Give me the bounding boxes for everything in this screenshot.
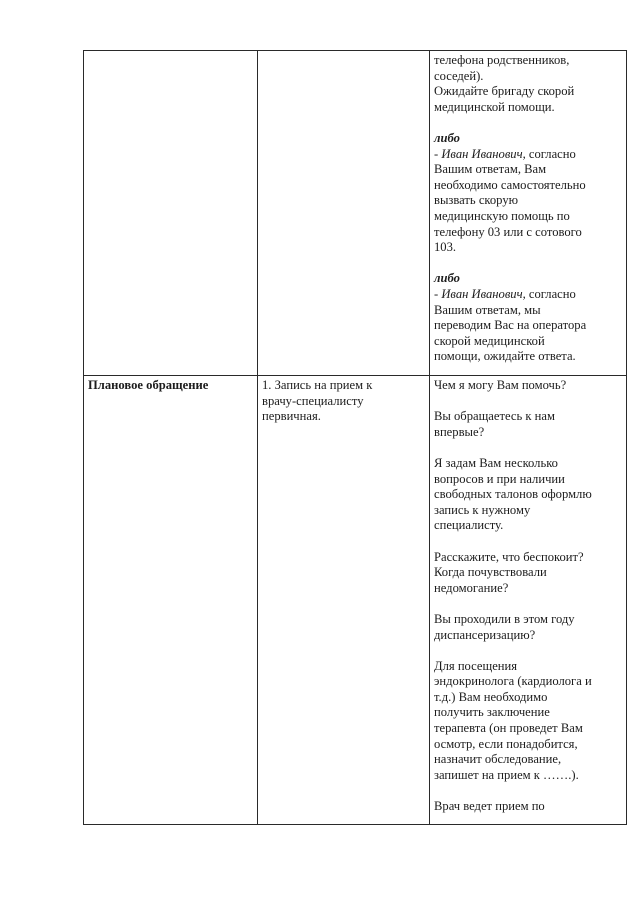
text-line — [434, 147, 622, 163]
alternative-label: либо — [434, 271, 460, 286]
text-line: необходимо самостоятельно — [434, 177, 586, 192]
text-line: первичная. — [262, 409, 321, 424]
text-line: получить заключение — [434, 705, 550, 720]
text-line: Для посещения — [434, 658, 518, 673]
text-line: назначит обследование, — [434, 752, 562, 767]
text-line: телефону 03 или с сотового — [434, 224, 582, 239]
script-paragraph — [434, 612, 622, 643]
text-line: вопросов и при наличии — [434, 471, 565, 486]
text-line: Расскажите, что беспокоит? — [434, 549, 584, 564]
text-line: Я задам Вам несколько — [434, 455, 558, 470]
text-line: Чем я могу Вам помочь? — [434, 378, 567, 392]
text-line: Вы проходили в этом году — [434, 611, 575, 626]
text-line: соседей). — [434, 68, 484, 83]
scenario-table — [83, 50, 627, 825]
text-fragment: согласно — [525, 286, 576, 301]
text-line: Вашим ответам, Вам — [434, 162, 547, 177]
script-paragraph — [434, 799, 622, 815]
text-line: скорой медицинской — [434, 333, 545, 348]
script-paragraph — [434, 456, 622, 534]
text-line: врачу-специалисту — [262, 393, 364, 408]
text-line: помощи, ожидайте ответа. — [434, 349, 576, 364]
text-line: телефона родственников, — [434, 53, 570, 67]
text-line: терапевта (он проведет Вам — [434, 721, 583, 736]
subcategory-cell — [258, 376, 430, 825]
alternative-label: либо — [434, 130, 460, 145]
text-line: вызвать скорую — [434, 193, 519, 208]
text-line — [434, 287, 622, 303]
text-line: диспансеризацию? — [434, 627, 536, 642]
text-line: 103. — [434, 240, 457, 255]
script-paragraph — [434, 659, 622, 784]
text-line: медицинскую помощь по — [434, 208, 570, 223]
text-line: Врач ведет прием по — [434, 799, 545, 814]
text-line: запишет на прием к …….). — [434, 767, 579, 782]
text-line: Когда почувствовали — [434, 565, 547, 580]
script-paragraph — [434, 409, 622, 440]
text-line: осмотр, если понадобится, — [434, 736, 578, 751]
patient-name: - Иван Иванович, — [434, 286, 526, 301]
text-line: медицинской помощи. — [434, 99, 555, 114]
text-line: запись к нужному — [434, 502, 531, 517]
text-line: впервые? — [434, 424, 485, 439]
text-line: Ожидайте бригаду скорой — [434, 84, 575, 99]
table-row — [84, 376, 627, 825]
subcategory-cell-empty — [258, 51, 430, 376]
text-line: свободных талонов оформлю — [434, 487, 592, 502]
script-paragraph — [434, 550, 622, 597]
table-row — [84, 51, 627, 376]
alternative-block-1 — [434, 131, 622, 256]
category-cell-empty — [84, 51, 258, 376]
text-line: 1. Запись на прием к — [262, 378, 373, 392]
text-line: эндокринолога (кардиолога и — [434, 674, 592, 689]
text-line: Вашим ответам, мы — [434, 302, 541, 317]
script-cell — [430, 51, 627, 376]
patient-name: - Иван Иванович, — [434, 146, 526, 161]
text-line: недомогание? — [434, 580, 509, 595]
text-line: переводим Вас на оператора — [434, 318, 587, 333]
alternative-block-2 — [434, 271, 622, 365]
text-line: Вы обращаетесь к нам — [434, 409, 555, 424]
script-cell — [430, 376, 627, 825]
text-line: т.д.) Вам необходимо — [434, 689, 548, 704]
category-cell — [84, 376, 258, 825]
category-label: Плановое обращение — [88, 378, 209, 392]
text-fragment: согласно — [525, 146, 576, 161]
text-line: специалисту. — [434, 518, 504, 533]
script-paragraph — [434, 378, 622, 394]
continued-text — [434, 53, 622, 115]
